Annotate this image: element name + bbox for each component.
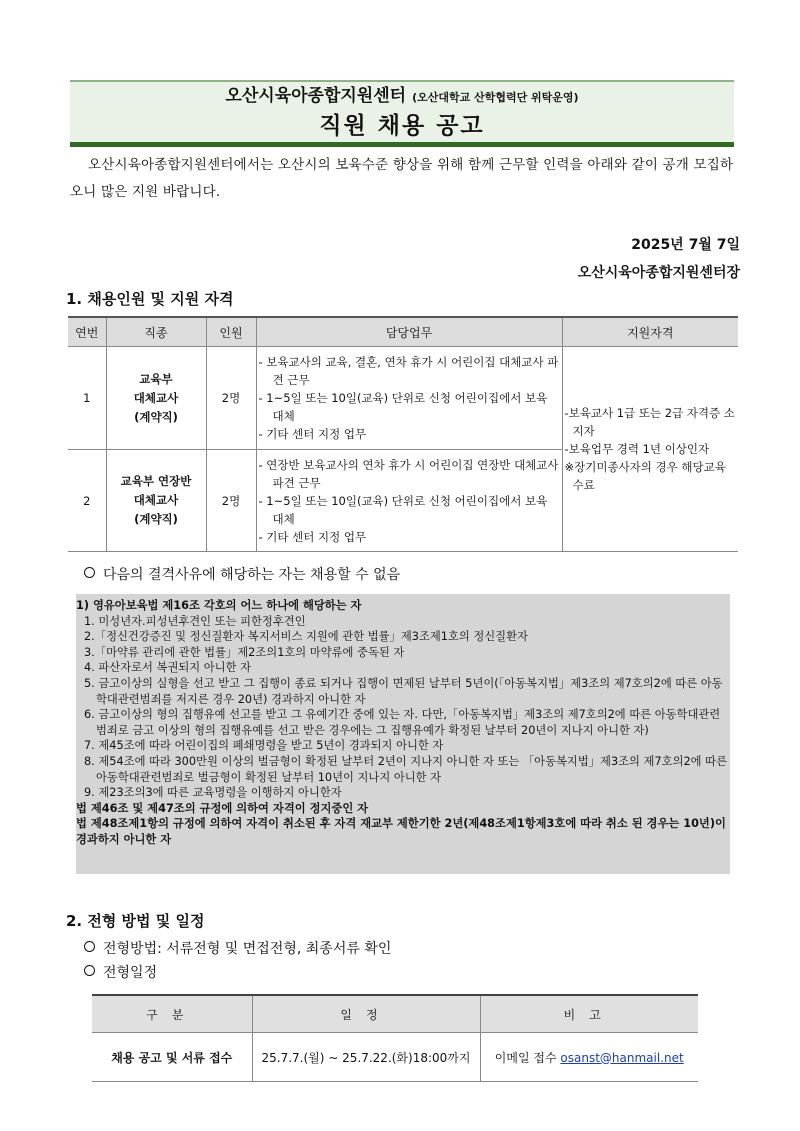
section1-heading: 1. 채용인원 및 지원 자격 — [66, 290, 234, 308]
duty-item: - 1~5일 또는 10일(교육) 단위로 신청 어린이집에서 보육 대체 — [258, 493, 548, 526]
intro-paragraph: 오산시육아종합지원센터에서는 오산시의 보육수준 향상을 위해 함께 근무할 인력을 아래와 같이 공개 모집하오니 많은 지원 바랍니다. — [70, 157, 734, 200]
disqualify-item: 1. 미성년자.피성년후견인 또는 피한정후견인 — [84, 614, 306, 628]
schedule-category: 채용 공고 및 서류 접수 — [92, 1033, 252, 1082]
duty-item: - 연장반 보육교사의 연차 휴가 시 어린이집 연장반 대체교사 파견 근무 — [258, 457, 559, 490]
disqualify-lead-text: 다음의 결격사유에 해당하는 자는 채용할 수 없음 — [103, 567, 401, 583]
col-header: 구분 — [92, 995, 252, 1033]
circle-bullet-icon — [84, 567, 95, 578]
method-text: 전형방법: 서류전형 및 면접전형, 최종서류 확인 — [103, 941, 392, 957]
job-title-line: 교육부 연장반 — [120, 474, 192, 488]
org-name: 오산시육아종합지원센터 — [225, 86, 407, 106]
disqualify-item: 5. 금고이상의 실형을 선고 받고 그 집행이 종료 되거나 집행이 면제된 날부터 5년이(「아동복지법」제3조의 제7호의2에 따른 아동학대관련범죄를 저지른 경우 20년) 경과하지 아니한 자 — [84, 676, 723, 706]
job-title-line: (계약직) — [134, 512, 178, 526]
row-number: 1 — [68, 347, 106, 450]
duty-item: - 기타 센터 지정 업무 — [258, 529, 367, 544]
headcount: 2명 — [206, 347, 256, 450]
job-title-line: 대체교사 — [133, 493, 179, 507]
col-header: 일정 — [252, 995, 480, 1033]
col-header: 지원자격 — [562, 317, 738, 347]
col-header: 직종 — [106, 317, 206, 347]
header-bottom-rule — [70, 142, 734, 147]
announcement-date: 2025년 7월 7일 — [631, 237, 740, 253]
email-link[interactable]: osanst@hanmail.net — [560, 1050, 684, 1065]
circle-bullet-icon — [84, 941, 95, 952]
qualification-item: -보육교사 1급 또는 2급 자격증 소지자 — [564, 406, 735, 438]
table-header-row — [68, 317, 738, 347]
header-banner — [70, 80, 734, 147]
row-number: 2 — [68, 450, 106, 552]
qualification-item: -보육업무 경력 1년 이상인자 — [564, 442, 710, 456]
duty-item: - 1~5일 또는 10일(교육) 단위로 신청 어린이집에서 보육 대체 — [258, 391, 548, 423]
schedule-line — [84, 962, 157, 982]
qualification-item: ※장기미종사자의 경우 해당교육 수료 — [564, 460, 726, 492]
col-header: 연번 — [68, 317, 106, 347]
disqualify-lead — [84, 564, 400, 584]
disqualify-item: 4. 파산자로서 복권되지 아니한 자 — [84, 661, 252, 675]
disqualify-item: 6. 금고이상의 형의 집행유예 선고를 받고 그 유예기간 중에 있는 자. 다만,「아동복지법」제3조의 제7호의2에 따른 아동학대관련범죄로 금고 이상의 형의 집행유예를 선고 받은 경우에는 그 집행유예가 확정된 날부터 20년이 지나지 아니한 자) — [84, 708, 721, 737]
job-title — [106, 450, 206, 552]
circle-bullet-icon — [84, 965, 95, 976]
section2-heading: 2. 전형 방법 및 일정 — [66, 912, 205, 930]
org-note: (오산대학교 산학협력단 위탁운영) — [412, 91, 579, 104]
duty-item: - 기타 센터 지정 업무 — [258, 427, 367, 441]
disqualify-heading: 1) 영유아보육법 제16조 각호의 어느 하나에 해당하는 자 — [76, 599, 362, 612]
col-header: 담당업무 — [256, 317, 562, 347]
schedule-label: 전형일정 — [103, 965, 158, 981]
duty-item: - 보육교사의 교육, 결혼, 연차 휴가 시 어린이집 대체교사 파견 근무 — [258, 355, 559, 387]
disqualify-item: 8. 제54조에 따라 300만원 이상의 벌금형이 확정된 날부터 2년이 지나지 아니한 자 또는 「아동복지법」제3조의 제7호의2에 따른 아동학대관련범죄로 벌금형이 확정된 날부터 10년이 지나지 아니한 자 — [84, 754, 728, 784]
col-header: 비고 — [480, 995, 698, 1033]
schedule-period: 25.7.7.(월) ~ 25.7.22.(화)18:00까지 — [252, 1033, 480, 1082]
headcount: 2명 — [206, 450, 256, 552]
job-title-line: (계약직) — [134, 409, 178, 424]
job-title — [106, 347, 206, 450]
disqualify-item: 7. 제45조에 따라 어린이집의 폐쇄명령을 받고 5년이 경과되지 아니한 자 — [84, 739, 444, 753]
duty-list — [256, 450, 562, 552]
disqualify-box — [76, 594, 730, 874]
qualification-cell — [562, 347, 738, 552]
col-header: 인원 — [206, 317, 256, 347]
schedule-note — [480, 1033, 698, 1082]
job-title-line: 교육부 — [139, 371, 173, 386]
disqualify-tail: 법 제46조 및 제47조의 규정에 의하여 자격이 정지중인 자 — [76, 801, 369, 815]
page-title: 직원 채용 공고 — [70, 110, 734, 142]
header-org-row — [70, 82, 734, 110]
note-prefix: 이메일 접수 — [494, 1050, 561, 1065]
method-line — [84, 938, 391, 958]
disqualify-item: 2.「정신건강증진 및 정신질환자 복지서비스 지원에 관한 법률」제3조제1호의 정신질환자 — [84, 630, 528, 644]
job-title-line: 대체교사 — [133, 390, 179, 405]
signer: 오산시육아종합지원센터장 — [577, 265, 740, 281]
disqualify-item: 9. 제23조의3에 따른 교육명령을 이행하지 아니한자 — [84, 786, 342, 800]
disqualify-tail: 법 제48조제1항의 규정에 의하여 자격이 취소된 후 자격 재교부 제한기한 2년(제48조제1항제3호에 따라 취소 된 경우는 10년)이 경과하지 아니한 자 — [76, 817, 726, 846]
recruitment-table — [68, 316, 738, 552]
disqualify-item: 3.「마약류 관리에 관한 법률」제2조의1호의 마약류에 중독된 자 — [84, 645, 405, 659]
schedule-header-row — [92, 995, 698, 1033]
table-row — [68, 347, 738, 450]
table-row — [92, 1033, 698, 1082]
schedule-table — [92, 994, 698, 1082]
duty-list — [256, 347, 562, 450]
